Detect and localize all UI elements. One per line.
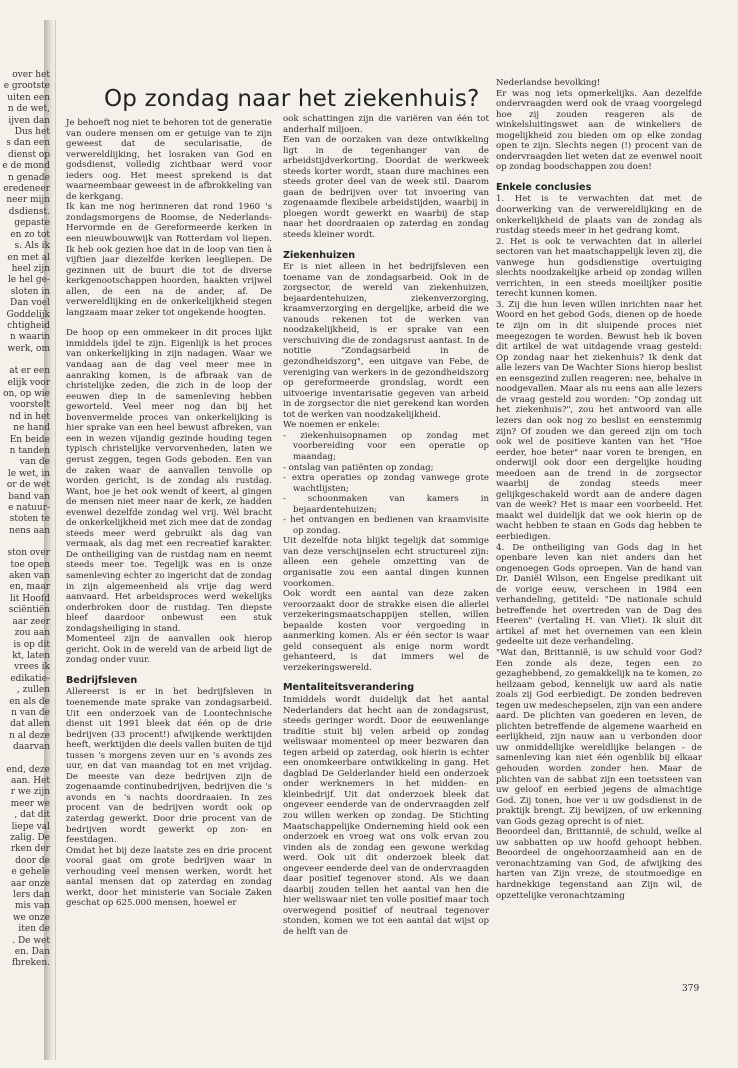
- page-number: 379: [682, 984, 700, 994]
- left-page-line: liepe val: [11, 821, 50, 832]
- paragraph: Een van de oorzaken van deze ontwikkeling ligt in de tegenhanger van de arbeidstijdverkorting. Doordat de werkweek steeds korter wordt, staan dure machines een steeds groter deel van de week stil. Daarom gaan de bedrijven over tot invoering van zogenaamde flexibele arbeidstijden, waarbij in ploegen wordt gewerkt en waarbij de stap naar het doordraaien op zaterdag en zondag steeds kleiner wordt.: [283, 135, 489, 241]
- left-page-line: s. Als ik: [14, 241, 50, 252]
- left-page-line: eredeneer: [3, 184, 50, 195]
- left-page-line: e natuur-: [8, 503, 50, 514]
- left-page-line: en als de: [9, 696, 50, 707]
- paragraph: Ook wordt een aantal van deze zaken veroorzaakt door de strakke eisen die allerlei verzekeringsmaatschappijen stellen, willen bepaalde kosten voor vergoeding in aanmerking komen. Als er één sector is waar geld consequent als enige norm wordt gehanteerd, is dat immers wel de verzekeringswereld.: [283, 589, 489, 673]
- left-page-line: , dat dit: [14, 810, 50, 821]
- left-page-fragments: [0, 70, 50, 1010]
- left-page-line: le hel ge-: [7, 275, 50, 286]
- paragraph-gap: [0, 537, 50, 548]
- left-page-line: werk, om: [7, 343, 50, 354]
- left-page-line: meer we: [10, 798, 50, 809]
- left-page-line: fbreken.: [11, 958, 50, 969]
- paragraph: Ik kan me nog herinneren dat rond 1960 's zondagsmorgens de Roomse, de Nederlands-Hervormde en de Gereformeerde kerken in een nieuwbouwwijk van Rotterdam vol liepen. Ik heb ook gezien hoe dat in de loop van tien à vijftien jaar diezelfde kerken leegliepen. De gezinnen uit de buurt die tot de diverse kerkgenootschappen hoorden, haakten vrijwel allen, de een na de ander, af. De verwereldlijking en de onkerkelijkheid stegen langzaam maar zeker tot ongekende hoogten.: [66, 202, 272, 318]
- left-page-line: is op dit: [13, 639, 50, 650]
- paragraph: Allereerst is er in het bedrijfsleven in toenemende mate sprake van zondagsarbeid. Uit een onderzoek van de Loontechnische dienst uit 1991 bleek dat één op de drie bedrijven (33 procent!) afwijkende werktijden heeft, werktijden die deels vallen buiten de tijd tussen 's morgens zeven uur en 's avonds zes uur, en dat van maandag tot en met vrijdag. De meeste van deze bedrijven zijn de zogenaamde continubedrijven, bedrijven die 's avonds en 's nachts doordraaien. In zes procent van de bedrijven wordt ook op zaterdag gewerkt. Door drie procent van de bedrijven wordt gewerkt op zon- en feestdagen.: [66, 687, 273, 846]
- paragraph: De hoop op een ommekeer in dit proces lijkt inmiddels ijdel te zijn. Eigenlijk is het proces van onkerkelijking in zijn nadagen. Waar we vandaag aan de dag veel meer mee in aanraking komen, is de afbraak van de christelijke zeden, die zich in de loop der eeuwen diep in de samenleving hebben geworteld. Veel meer nog dan bij het bovenvermelde proces van onkerkelijking is hier sprake van een heel bewust afbreken, van een in wezen vijandig gezinde houding tegen typisch christelijke vervorvenheden, laten we gerust zeggen, tegen Gods geboden. Een van de zaken waar de aanvallen tenvolle op worden gericht, is de zondag als rustdag. Want, hoe je het ook wendt of keert, al gingen de mensen niet meer naar de kerk, ze hadden evenwel dezelfde zondag wel vrij. Wél bracht de onkerkelijkheid met zich mee dat de zondag steeds meer werd gebruikt als dag van vermaak, als dag met een recreatief karakter. De ontheiliging van de rustdag nam en neemt steeds meer toe. Tegelijk was en is onze samenleving echter zo ingericht dat de zondag in zijn algemeenheid als vrije dag werd aanvaard. Het arbeidsproces werd wekelijks onderbroken door de rustdag. Ten diepste bleef daardoor onbewust een stuk zondagsheiliging in stand.: [66, 328, 273, 634]
- paragraph: 3. Zij die hun leven willen inrichten naar het Woord en het gebod Gods, dienen op de hoede te zijn om in dit sluipende proces niet meegezogen te worden. Bewust heb ik boven dit artikel de wat uitdagende vraag gesteld: Op zondag naar het ziekenhuis? Ik denk dat alle lezers van De Wachter Sions hierop beslist en eensgezind zullen reageren: nee, behalve in noodgevallen. Maar als nu eens aan alle lezers de vraag gesteld zou worden: "Op zondag uit het ziekenhuis?", zou het antwoord van alle lezers dan ook nog zo beslist en eenstemmig zijn? Of zouden we dan gereed zijn om toch ook wel de positieve kanten van het "Hoe eerder, hoe beter" naar voren te brengen, en onderwijl ook door een dergelijke houding meedoen aan de trend in de zorgsector waarbij de zondag steeds meer gelijkgeschakeld wordt aan de andere dagen van de week? Het is maar een voorbeeld. Het maakt wel duidelijk dat we ook hierin op de wacht hebben te staan en Gods dag hebben te eerbiedigen.: [496, 299, 702, 542]
- page-fold: [55, 20, 56, 1060]
- paragraph: Uit dezelfde nota blijkt tegelijk dat sommige van deze verschijnselen echt structureel zijn: alleen een gehele omzetting van de organisatie zou een aantal dingen kunnen voorkomen.: [283, 536, 489, 589]
- left-page-line: e gehele: [11, 867, 50, 878]
- left-page-line: e de mond: [2, 161, 50, 172]
- left-page-line: zalig. De: [10, 833, 50, 843]
- left-page-line: edikatie-: [10, 673, 50, 684]
- left-page-line: stoten te: [9, 514, 50, 525]
- left-page-line: ijven dan: [8, 115, 50, 126]
- left-page-line: dsdienst.: [8, 206, 50, 217]
- left-page-line: r we zijn: [10, 787, 50, 798]
- paragraph: Je behoeft nog niet te behoren tot de generatie van oudere mensen om er getuige van te zijn geweest dat de secularisatie, de verwereldlijking, het losraken van God en godsdienst, volledig zichtbaar werd voor ieders oog. Het meest sprekend is dat waarneembaar geweest in de afbrokkeling van de kerkgang.: [66, 118, 272, 202]
- left-page-line: n waarin: [9, 332, 50, 343]
- left-page-line: sciëntiën: [8, 605, 50, 616]
- paragraph: Omdat het bij deze laatste zes en drie procent vooral gaat om grote bedrijven waar in verhouding veel mensen werken, wordt het aantal mensen dat op zaterdag en zondag werkt, door het ministerie van Sociale Zaken geschat op 625.000 mensen, hoewel er: [66, 845, 272, 909]
- list-item: - het ontvangen en bedienen van kraamvisite op zondag.: [283, 515, 489, 536]
- left-page-line: aar zeer: [12, 616, 50, 627]
- left-page-line: s dan een: [6, 138, 50, 149]
- left-page-line: dat allen: [10, 719, 50, 730]
- left-page-line: n tanden: [9, 446, 50, 456]
- left-page-line: band van: [8, 491, 50, 502]
- left-page-line: on, op wie: [3, 388, 50, 399]
- left-page-line: aar onze: [10, 878, 50, 889]
- left-page-line: le wet, in: [7, 468, 50, 479]
- left-page-line: aan. Het: [10, 775, 50, 786]
- left-page-line: or de wet: [6, 480, 50, 491]
- left-page-line: ne hand: [13, 423, 50, 434]
- left-page-line: zou aan: [14, 628, 50, 639]
- paragraph: Momenteel zijn de aanvallen ook hierop gericht. Ook in de wereld van de arbeid ligt de zondag onder vuur.: [66, 634, 272, 666]
- left-page-line: en, maar: [9, 582, 50, 593]
- left-page-line: ston over: [7, 548, 50, 559]
- left-page-line: aken van: [8, 571, 50, 582]
- paragraph-gap: [0, 355, 50, 366]
- left-page-line: vrees ik: [14, 662, 50, 673]
- left-page-line: we onze: [12, 912, 50, 923]
- left-page-line: n van de: [11, 707, 50, 718]
- list-item: - ziekenhuisopnamen op zondag met voorbereiding voor een operatie op maandag;: [283, 430, 489, 462]
- left-page-line: toe open: [10, 559, 50, 570]
- left-page-line: mis van: [14, 901, 50, 912]
- left-page-line: uiten een: [7, 92, 50, 103]
- section-heading: Ziekenhuizen: [283, 249, 356, 261]
- left-page-line: . De wet: [12, 935, 50, 946]
- paragraph: Beoordeel dan, Brittannië, de schuld, welke al uw sabbatten op uw hoofd gehoopt hebben. Beoordeel de ongehoorzaamheid aan en de veronachtzaming van God, de afwijking des harten van Zijn vreze, de stoutmoedige en hardnekkige tegenstand aan Zijn wil, de opzettelijke veronachtzaming: [496, 827, 702, 901]
- left-page-line: Dus het: [14, 127, 50, 138]
- left-page-line: En beide: [9, 434, 50, 445]
- left-page-line: iten de: [18, 924, 50, 935]
- left-page-line: chtigheid: [7, 320, 50, 331]
- left-page-line: en zo tot: [10, 229, 50, 240]
- list-item: - schoonmaken van kamers in bejaardentehuizen;: [283, 494, 489, 515]
- paragraph: Nederlandse bevolking!: [496, 78, 601, 88]
- left-page-line: gepaste: [14, 218, 50, 229]
- left-page-line: kt, laten: [12, 650, 50, 661]
- section-heading: Bedrijfsleven: [66, 674, 138, 686]
- paragraph-gap: [0, 754, 50, 765]
- paragraph: 2. Het is ook te verwachten dat in allerlei sectoren van het maatschappelijk leven zij, die vanwege hun godsdienstige overtuiging slechts noodzakelijke arbeid op zondag willen verrichten, in een steeds moeilijker positie terecht kunnen komen.: [496, 236, 702, 300]
- left-page-line: lit Hoofd: [9, 593, 50, 604]
- section-heading: Mentaliteitsverandering: [283, 682, 415, 694]
- left-page-line: en. Dan: [14, 947, 50, 958]
- left-page-line: n genade: [8, 172, 50, 183]
- list-item: - ontslag van patiënten op zondag;: [283, 462, 434, 473]
- left-page-line: Dan voel: [10, 298, 50, 309]
- paragraph: We noemen er enkele:: [283, 420, 380, 431]
- left-page-line: end, deze: [6, 764, 50, 775]
- column-1: [66, 118, 272, 909]
- paragraph: Inmiddels wordt duidelijk dat het aantal Nederlanders dat hecht aan de zondagsrust, steeds geringer wordt. Door de eeuwenlange traditie stuit bij velen arbeid op zondag weliswaar momenteel op meer bezwaren dan tegen arbeid op zaterdag, ook hierin is echter een onomkeerbare ontwikkeling in gang. Het dagblad De Gelderlander hield een onderzoek onder werknemers in het midden- en kleinbedrijf. Uit dat onderzoek bleek dat ongeveer eenderde van de ondervraagden zelf zou willen werken op zondag. De Stichting Maatschappelijke Onderneming hield ook een onderzoek en vroeg wat ons volk ervan zou vinden als de zondag een gewone werkdag werd. Ook uit dit onderzoek bleek dat ongeveer eenderde deel van de ondervraagden daar positief tegenover stond. Als we daan daarbij zouden tellen het aantal van hen die hier weliswaar niet ten volle positief maar toch overwegend positief of neutraal tegenover stonden, komen we tot een aantal dat wijst op de helft van de: [283, 694, 489, 938]
- left-page-line: door de: [15, 855, 50, 866]
- paragraph: "Wat dan, Brittannië, is uw schuld voor God? Een zonde als deze, tegen een zo gezaghebbend, zo gemakkelijk na te komen, zo heilzaam gebod, kennelijk uw aard als natie zoals zij God eerbiedigt. De zonden bedreven tegen uw medeschepselen, zijn van een andere aard. De plichten van goederen en leven, de plichten betreffende de algemene waarheid en eerlijkheid, zijn nauw aan u verbonden door uw onmiddellijke wereldlijke belangen - de samenleving kan niet één ogenblik bij elkaar gehouden worden zonder hen. Maar de plichten van de sabbat zijn een toetssteen van uw geloof en eerbied jegens de almachtige God. Zij tonen, hoe ver u uw godsdienst in de praktijk brengt. Zij bewijzen, of uw erkenning van Gods gezag oprecht is of niet.: [496, 647, 702, 827]
- list: [283, 431, 489, 536]
- left-page-line: rken der: [10, 844, 50, 855]
- left-page-line: van de: [19, 457, 50, 468]
- list-item: - extra operaties op zondag vanwege grote wachtlijsten;: [283, 473, 489, 494]
- left-page-line: daarvan: [12, 742, 50, 753]
- paragraph: 1. Het is te verwachten dat met de doorwerking van de verwereldlijking en de onkerkelijkheid de plaats van de zondag als rustdag steeds meer in het gedrang komt.: [496, 194, 702, 237]
- left-page-line: , zullen: [16, 685, 50, 696]
- article-title: Op zondag naar het ziekenhuis?: [104, 86, 480, 112]
- column-3: [496, 78, 702, 901]
- paragraph: ook schattingen zijn die variëren van één tot anderhalf miljoen.: [283, 114, 489, 135]
- paragraph: Er was nog iets opmerkelijks. Aan dezelfde ondervraagden werd ook de vraag voorgelegd hoe zij zouden reageren als de winkelsluitingswet aan de winkeliers de mogelijkheid zou bieden om op elke zondag open te zijn. Slechts negen (!) procent van de ondervraagden liet weten dat ze evenwel nooit op zondag boodschappen zou doen!: [496, 88, 702, 173]
- section-heading: Enkele conclusies: [496, 181, 592, 193]
- left-page-line: over het: [12, 70, 50, 80]
- left-page-line: elijk voor: [7, 377, 50, 388]
- left-page-line: Goddelijk: [6, 309, 50, 320]
- left-page-line: at er een: [9, 366, 50, 377]
- left-page-line: neer mijn: [6, 195, 50, 206]
- left-page-line: en met al: [7, 252, 50, 263]
- left-page-line: dienst op: [7, 149, 50, 160]
- paragraph: 4. De ontheiliging van Gods dag in het openbare leven kan niet anders dan het ongenoegen Gods oproepen. Van de hand van Dr. Daniël Wilson, een Engelse predikant uit de vorige eeuw, verscheen in 1984 een verhandeling, getiteld: "De nationale schuld betreffende het overtreden van de Dag des Heeren" (vertaling H. van Vliet). Ik sluit dit artikel af met het overnemen van een klein gedeelte uit deze verhandeling.: [496, 542, 702, 648]
- column-2: [283, 114, 489, 938]
- paragraph: Er is niet alleen in het bedrijfsleven een toename van de zondagsarbeid. Ook in de zorgsector, de wereld van ziekenhuizen, bejaardentehuizen, ziekenverzorging, kraamverzorging en dergelijke, arbeid die we vanouds rekenen tot de werken van noodzakelijkheid, is er sprake van een verschuiving die de zondagsrust aantast. In de notitie "Zondagsarbeid in de gezondheidszorg", een uitgave van Febe, de vereniging van werkers in de gezondheidszorg op gereformeerde grondslag, wordt een uitvoerige inventarisatie gegeven van arbeid in de zorgsector die niet gerekend kan worden tot de werken van noodzakelijkheid.: [283, 262, 489, 420]
- left-page-line: n de wet,: [7, 104, 50, 115]
- left-page-line: e grootste: [3, 81, 50, 92]
- left-page-line: nens aan: [9, 525, 50, 536]
- left-page-line: lers dan: [13, 890, 50, 901]
- left-page-line: heel zijn: [11, 263, 50, 274]
- left-page-line: sloten in: [10, 286, 50, 297]
- left-page-line: nd in het: [9, 411, 50, 422]
- left-page-line: n al deze: [9, 730, 50, 741]
- left-page-line: voorstelt: [9, 400, 50, 411]
